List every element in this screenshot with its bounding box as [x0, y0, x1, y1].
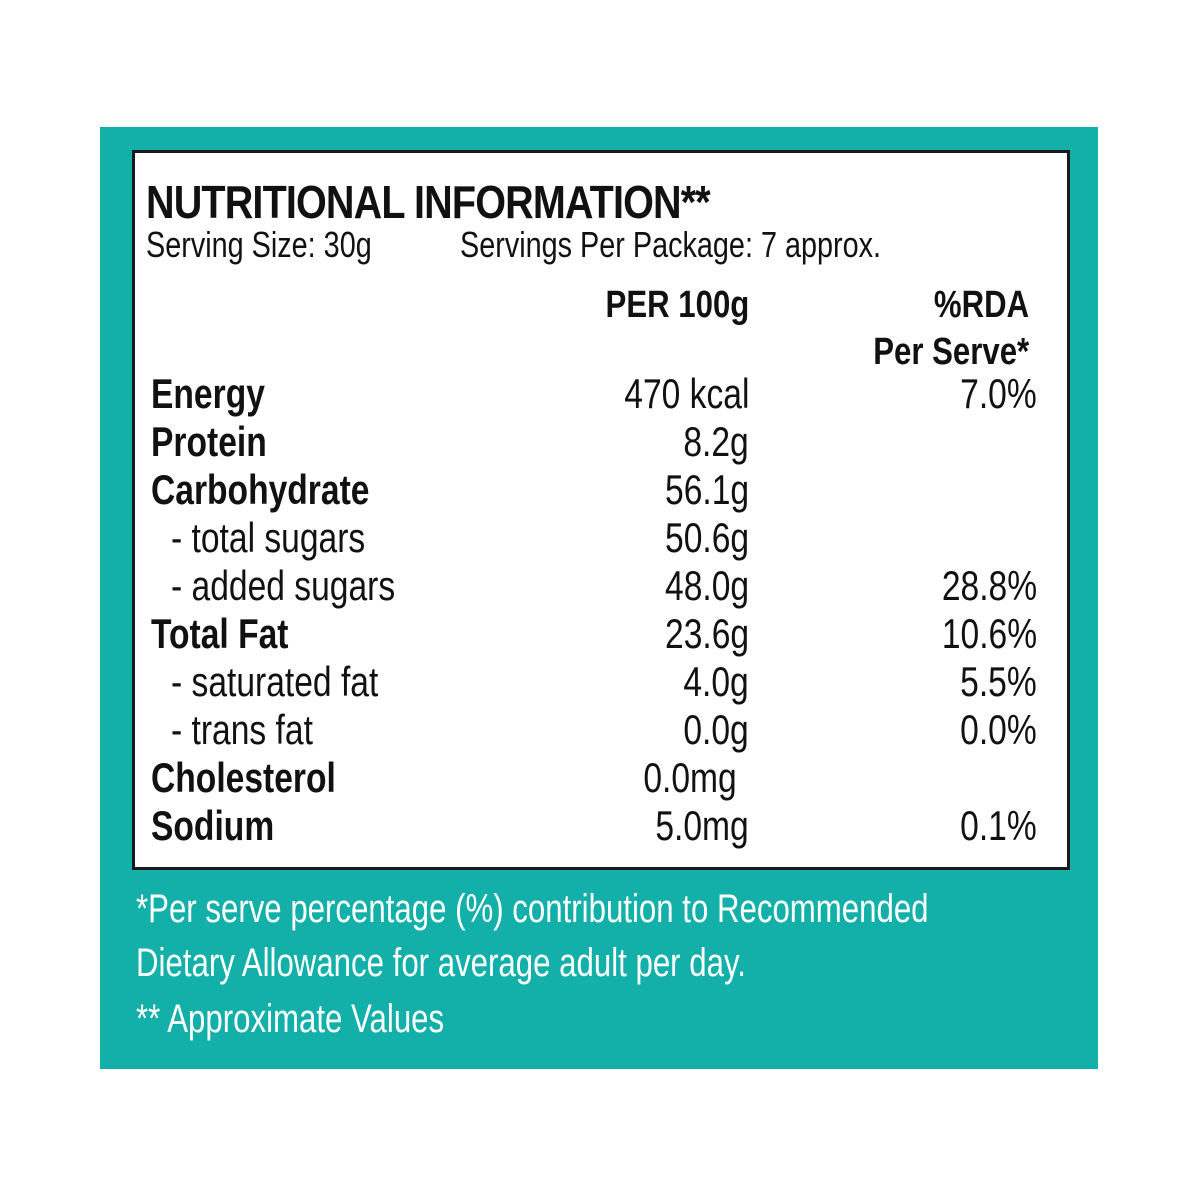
- servings-per-package: Servings Per Package: 7 approx.: [460, 224, 882, 265]
- nutrient-rda: 5.5%: [960, 658, 1037, 705]
- nutrient-row-cholesterol: [135, 754, 1067, 805]
- nutrient-rda: 7.0%: [960, 370, 1037, 417]
- nutrient-row-energy: [135, 370, 1067, 421]
- nutrient-rda: 10.6%: [941, 610, 1037, 657]
- nutrient-name: - saturated fat: [171, 658, 379, 705]
- column-header-rda: %RDA: [933, 284, 1029, 326]
- nutrient-row-saturated-fat: [135, 658, 1067, 709]
- nutrition-info-box: [132, 150, 1070, 870]
- nutrient-name: - total sugars: [171, 514, 366, 561]
- nutrient-per100: 0.0mg: [643, 754, 737, 801]
- nutrient-per100: 23.6g: [664, 610, 749, 657]
- nutrient-per100: 4.0g: [683, 658, 749, 705]
- nutrient-rda: 28.8%: [941, 562, 1037, 609]
- column-header-per-serve: Per Serve*: [873, 331, 1029, 373]
- nutrient-per100: 8.2g: [683, 418, 749, 465]
- nutrient-row-protein: [135, 418, 1067, 469]
- footnote-rda-continued: Dietary Allowance for average adult per day.: [136, 941, 746, 985]
- nutrient-per100: 48.0g: [664, 562, 749, 609]
- serving-size: Serving Size: 30g: [146, 224, 372, 265]
- nutrient-row-sodium: [135, 802, 1067, 853]
- footnote-rda: *Per serve percentage (%) contribution to Recommended: [136, 887, 929, 931]
- nutrient-name: Sodium: [151, 802, 275, 849]
- nutrient-name: - added sugars: [171, 562, 396, 609]
- nutrient-per100: 0.0g: [683, 706, 749, 753]
- nutrient-name: Cholesterol: [151, 754, 336, 801]
- nutrient-rda: 0.1%: [960, 802, 1037, 849]
- nutrient-per100: 470 kcal: [623, 370, 749, 417]
- nutrient-row-added-sugars: [135, 562, 1067, 613]
- nutrient-name: Protein: [151, 418, 267, 465]
- nutrient-row-carbohydrate: [135, 466, 1067, 517]
- footnote-approximate: ** Approximate Values: [136, 997, 445, 1041]
- nutrient-per100: 5.0mg: [655, 802, 749, 849]
- nutrient-row-total-sugars: [135, 514, 1067, 565]
- nutrient-per100: 50.6g: [664, 514, 749, 561]
- nutrition-title: NUTRITIONAL INFORMATION**: [146, 176, 710, 228]
- nutrient-row-trans-fat: [135, 706, 1067, 757]
- column-header-per-100g: PER 100g: [605, 284, 749, 326]
- nutrient-row-total-fat: [135, 610, 1067, 661]
- nutrient-per100: 56.1g: [664, 466, 749, 513]
- nutrient-name: Energy: [151, 370, 265, 417]
- nutrient-name: - trans fat: [171, 706, 313, 753]
- nutrition-label-panel: [100, 127, 1098, 1069]
- nutrient-name: Total Fat: [151, 610, 289, 657]
- nutrient-rda: 0.0%: [960, 706, 1037, 753]
- nutrient-name: Carbohydrate: [151, 466, 370, 513]
